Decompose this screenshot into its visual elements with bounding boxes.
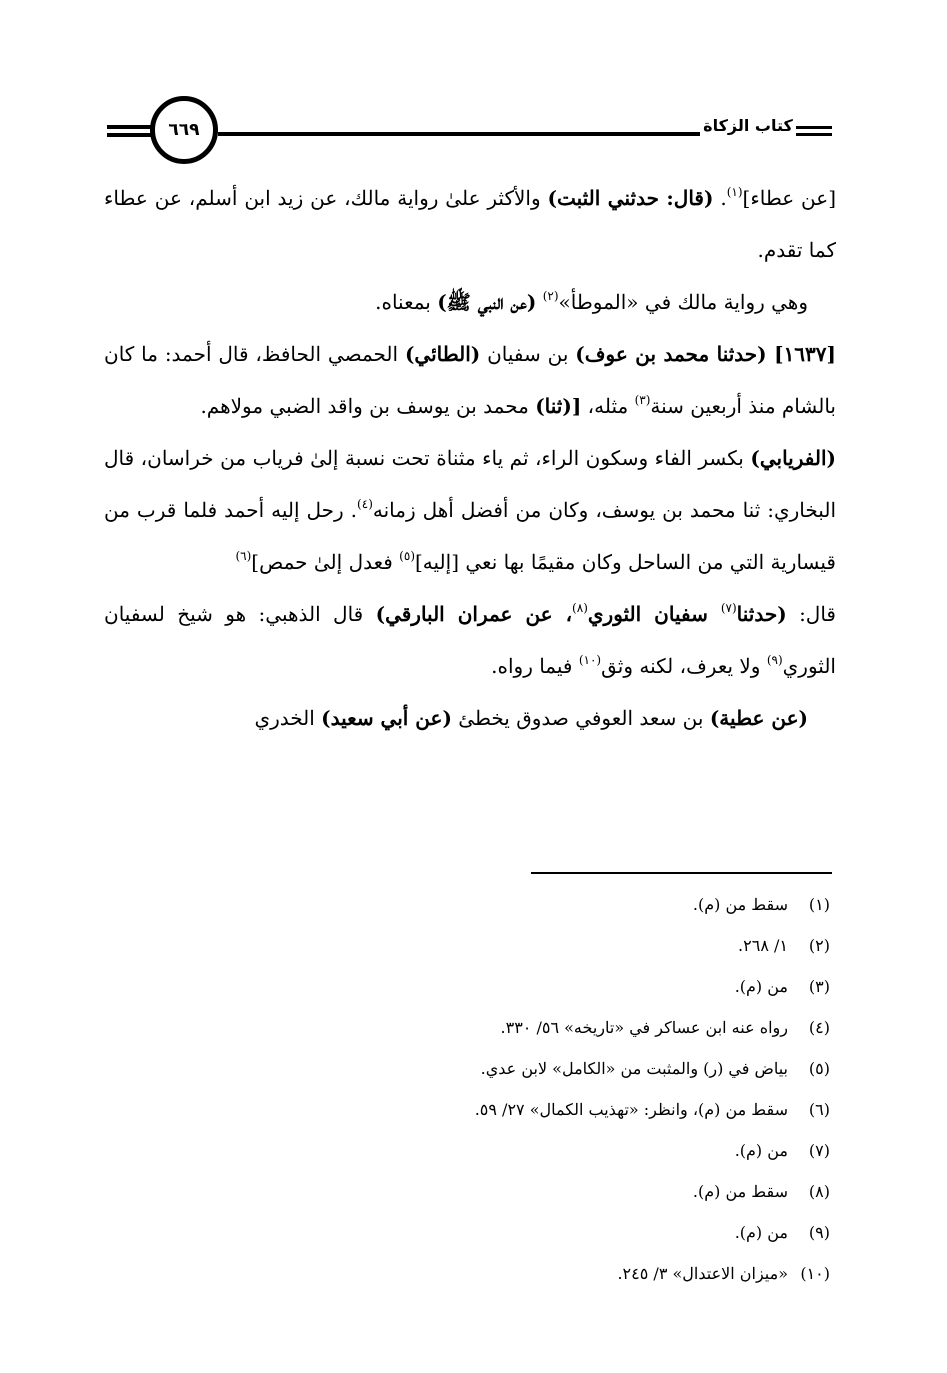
- footnote-text: ١/ ٢٦٨.: [738, 936, 788, 955]
- p4-text-c: . رحل إليه أحمد فلما قرب من قيسارية التي من الساحل وكان مقيمًا بها نعي [إليه]: [104, 498, 836, 574]
- p5-bold-c: سفيان الثوري: [587, 602, 721, 626]
- footnote-6: [300, 1089, 830, 1130]
- p1-text-a: [عن عطاء]: [742, 186, 836, 210]
- p1-text-b: .: [713, 186, 727, 210]
- p2-bold-c: (عن النبي ﷺ): [437, 290, 537, 314]
- p2-text-a: وهي رواية مالك في «الموطأ»: [558, 290, 808, 314]
- footnote-number: (٣): [808, 977, 830, 996]
- p3-bold-f: [(ثنا): [535, 394, 582, 418]
- footnote-5: [300, 1048, 830, 1089]
- p5-bold-b: (حدثنا: [736, 602, 787, 626]
- p4-text-d: فعدل إلىٰ حمص]: [251, 550, 400, 574]
- footnote-text: بياض في (ر) والمثبت من «الكامل» لابن عدي.: [480, 1059, 788, 1078]
- footnote-ref-4: (٤): [357, 497, 373, 511]
- paragraph-4: [104, 432, 836, 588]
- p5-bold-d: ، عن عمران البارقي): [375, 602, 573, 626]
- footnote-text: سقط من (م).: [692, 895, 788, 914]
- header-rule-left: [107, 125, 155, 129]
- p1-text-d: والأكثر علىٰ رواية مالك، عن زيد ابن أسلم، عن عطاء كما تقدم.: [104, 186, 836, 262]
- footnote-number: (١): [808, 895, 830, 914]
- p6-text-b: بن سعد العوفي صدوق يخطئ: [451, 706, 710, 730]
- footnote-text: سقط من (م)، وانظر: «تهذيب الكمال» ٢٧/ ٥٩.: [474, 1100, 788, 1119]
- page-number-circle: [150, 96, 218, 164]
- header-rule-right: [796, 126, 832, 129]
- p4-text-b: بكسر الفاء وسكون الراء، ثم ياء مثناة تحت نسبة إلىٰ فرياب من خراسان، قال البخاري: ثنا محمد بن يوسف، وكان من أفضل أهل زمانه: [104, 446, 836, 522]
- paragraph-2: [104, 276, 836, 328]
- footnote-number: (٤): [808, 1018, 830, 1037]
- footnote-2: [300, 925, 830, 966]
- p3-bold-a: [١٦٣٧] (حدثنا محمد بن عوف): [575, 342, 836, 366]
- header-rule-middle: [218, 132, 700, 136]
- p3-text-g: محمد بن يوسف بن واقد الضبي مولاهم.: [200, 394, 536, 418]
- footnote-10: [300, 1253, 830, 1294]
- footnote-ref-1: (١): [726, 185, 743, 199]
- footnote-text: من (م).: [734, 977, 788, 996]
- footnote-ref-3: (٣): [634, 393, 651, 407]
- page-number: ٦٦٩: [168, 120, 200, 140]
- p3-bold-c: (الطائي): [404, 342, 481, 366]
- main-text: [104, 172, 836, 744]
- footnote-ref-5: (٥): [399, 549, 415, 563]
- footnote-number: (١٠): [800, 1264, 830, 1283]
- footnote-text: «ميزان الاعتدال» ٣/ ٢٤٥.: [617, 1264, 788, 1283]
- p5-text-e: قال الذهبي: هو شيخ لسفيان الثوري: [104, 602, 836, 678]
- p6-bold-c: (عن أبي سعيد): [321, 706, 452, 730]
- footnote-number: (٧): [808, 1141, 830, 1160]
- footnote-number: (٩): [808, 1223, 830, 1242]
- footnote-ref-9: (٩): [766, 653, 783, 667]
- p3-text-d: الحمصي الحافظ، قال أحمد: ما كان بالشام منذ أربعين سنة: [104, 342, 836, 418]
- footnote-ref-10: (١٠): [578, 653, 602, 667]
- p6-text-d: الخدري: [254, 706, 322, 730]
- footnote-text: سقط من (م).: [692, 1182, 788, 1201]
- footnote-ref-8: (٨): [572, 601, 588, 615]
- paragraph-5: [104, 588, 836, 692]
- paragraph-3: [104, 328, 836, 432]
- footnote-7: [300, 1130, 830, 1171]
- header-rule-right-lower: [796, 133, 832, 136]
- footnote-ref-7: (٧): [720, 601, 737, 615]
- footnote-9: [300, 1212, 830, 1253]
- paragraph-1: [104, 172, 836, 276]
- footnote-number: (٦): [808, 1100, 830, 1119]
- p4-bold-a: (الفريابي): [750, 446, 836, 470]
- running-title: كتاب الزكاة: [703, 116, 793, 135]
- footnote-text: رواه عنه ابن عساكر في «تاريخه» ٥٦/ ٣٣٠.: [500, 1018, 788, 1037]
- p2-text-d: بمعناه.: [375, 290, 438, 314]
- p6-bold-a: (عن عطية): [709, 706, 808, 730]
- p5-text-a: قال:: [786, 602, 836, 626]
- footnote-ref-6: (٦): [235, 549, 252, 563]
- footnote-number: (٢): [808, 936, 830, 955]
- p3-text-e: مثله،: [581, 394, 635, 418]
- p3-text-b: بن سفيان: [480, 342, 576, 366]
- footnote-1: [300, 884, 830, 925]
- p5-text-g: فيما رواه.: [491, 654, 579, 678]
- paragraph-6: [104, 692, 836, 744]
- footnote-8: [300, 1171, 830, 1212]
- p1-bold-c: (قال: حدثني الثبت): [547, 186, 714, 210]
- footnote-4: [300, 1007, 830, 1048]
- footnote-text: من (م).: [734, 1223, 788, 1242]
- footnote-number: (٥): [808, 1059, 830, 1078]
- footnote-ref-2: (٢): [542, 289, 559, 303]
- footnote-separator: [531, 872, 832, 874]
- p5-text-f: ولا يعرف، لكنه وثق: [601, 654, 767, 678]
- footnotes: [300, 884, 830, 1294]
- header-rule-left-lower: [107, 133, 155, 137]
- footnote-number: (٨): [808, 1182, 830, 1201]
- footnote-text: من (م).: [734, 1141, 788, 1160]
- page-header: [0, 0, 947, 175]
- footnote-3: [300, 966, 830, 1007]
